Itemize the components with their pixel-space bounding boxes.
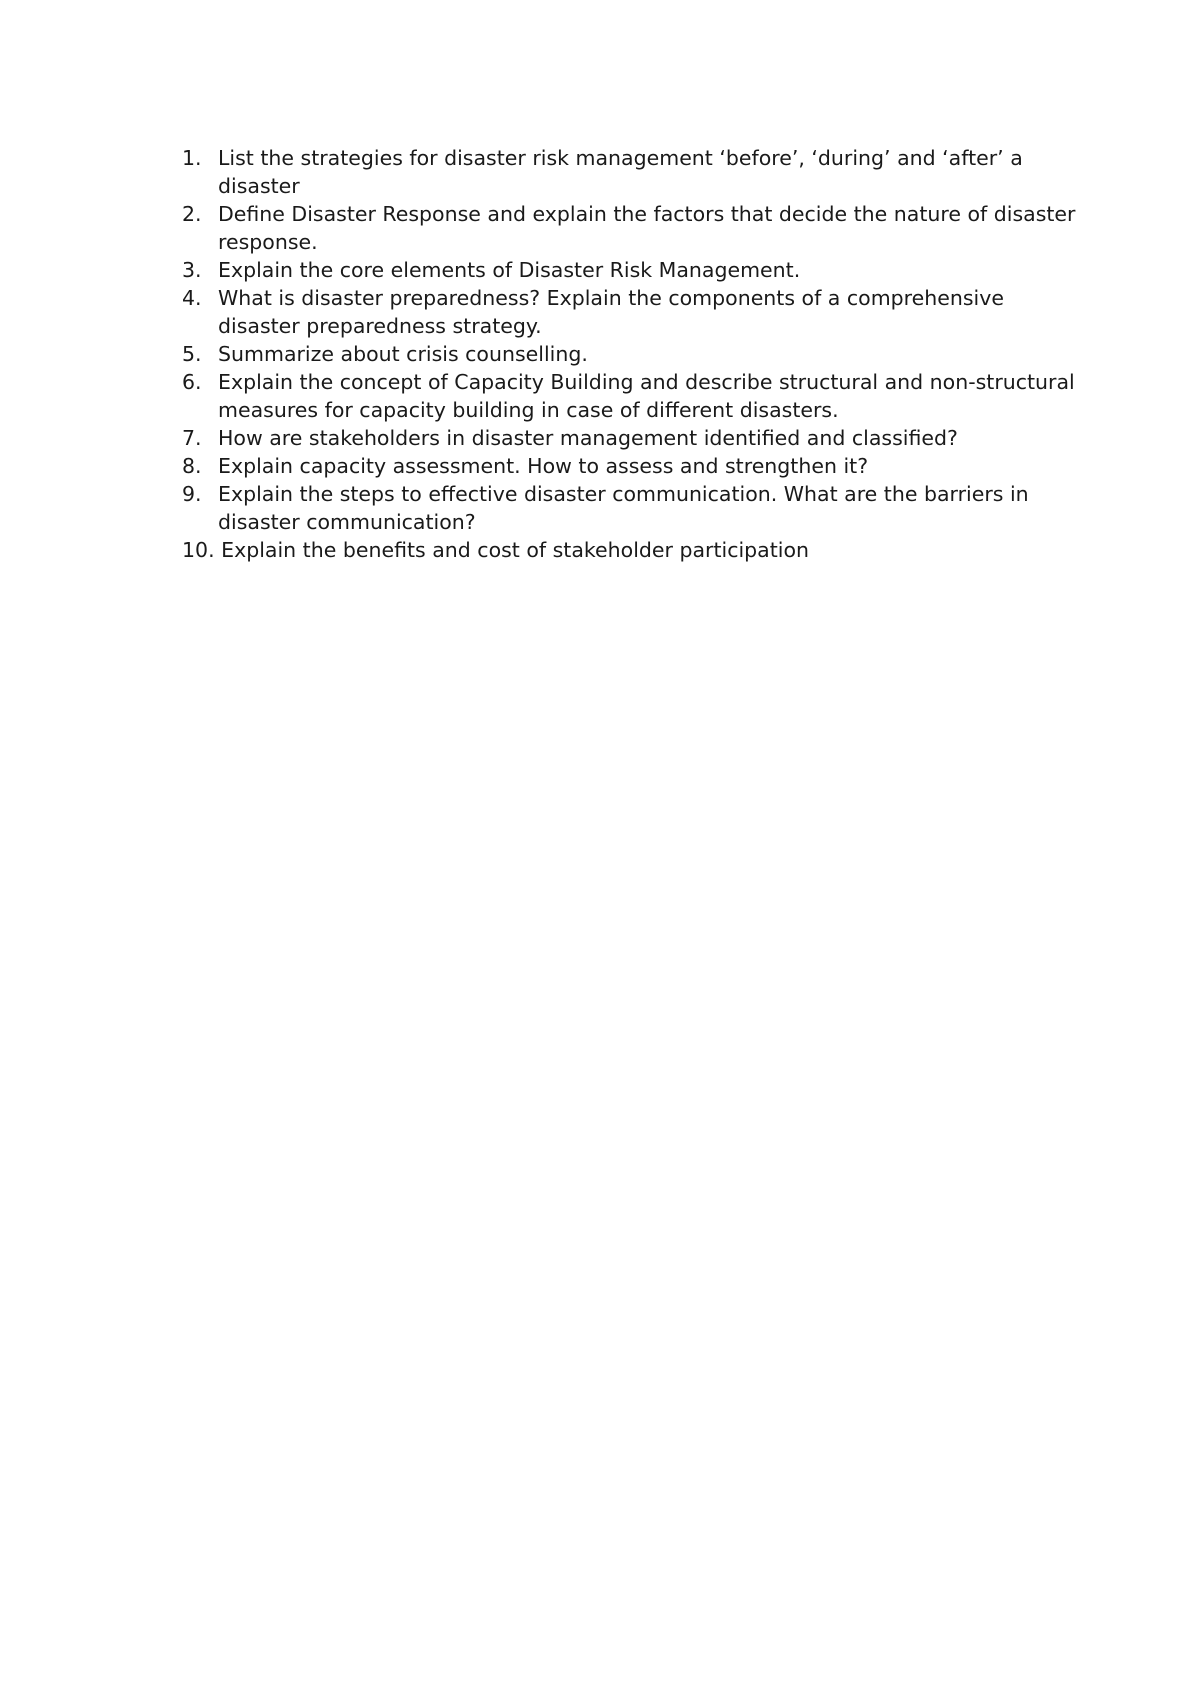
question-number: 4.	[182, 286, 202, 310]
question-text: Summarize about crisis counselling.	[218, 342, 588, 366]
question-text: What is disaster preparedness? Explain the components of a comprehensive disaster preparedness strategy.	[218, 286, 1004, 338]
question-item	[182, 452, 1082, 480]
question-number: 2.	[182, 202, 202, 226]
question-text: Explain the benefits and cost of stakeholder participation	[221, 538, 810, 562]
question-text: Explain capacity assessment. How to assess and strengthen it?	[218, 454, 869, 478]
question-text: Explain the steps to effective disaster communication. What are the barriers in disaster communication?	[218, 482, 1029, 534]
question-text: List the strategies for disaster risk management ‘before’, ‘during’ and ‘after’ a disaster	[218, 146, 1023, 198]
question-number: 1.	[182, 146, 202, 170]
question-item	[182, 480, 1082, 536]
question-text: Explain the concept of Capacity Building and describe structural and non-structural measures for capacity building in case of different disasters.	[218, 370, 1075, 422]
question-item	[182, 340, 1082, 368]
question-item	[182, 256, 1082, 284]
question-text: Define Disaster Response and explain the factors that decide the nature of disaster response.	[218, 202, 1076, 254]
question-item	[182, 284, 1082, 340]
question-number: 5.	[182, 342, 202, 366]
question-list	[182, 144, 1082, 564]
question-item	[182, 368, 1082, 424]
question-item	[182, 536, 1082, 564]
question-number: 3.	[182, 258, 202, 282]
question-number: 7.	[182, 426, 202, 450]
question-item	[182, 424, 1082, 452]
question-number: 9.	[182, 482, 202, 506]
question-text: How are stakeholders in disaster management identified and classified?	[218, 426, 958, 450]
question-number: 10.	[182, 538, 222, 562]
question-text: Explain the core elements of Disaster Risk Management.	[218, 258, 801, 282]
question-item	[182, 144, 1082, 200]
question-number: 8.	[182, 454, 202, 478]
question-item	[182, 200, 1082, 256]
question-number: 6.	[182, 370, 202, 394]
